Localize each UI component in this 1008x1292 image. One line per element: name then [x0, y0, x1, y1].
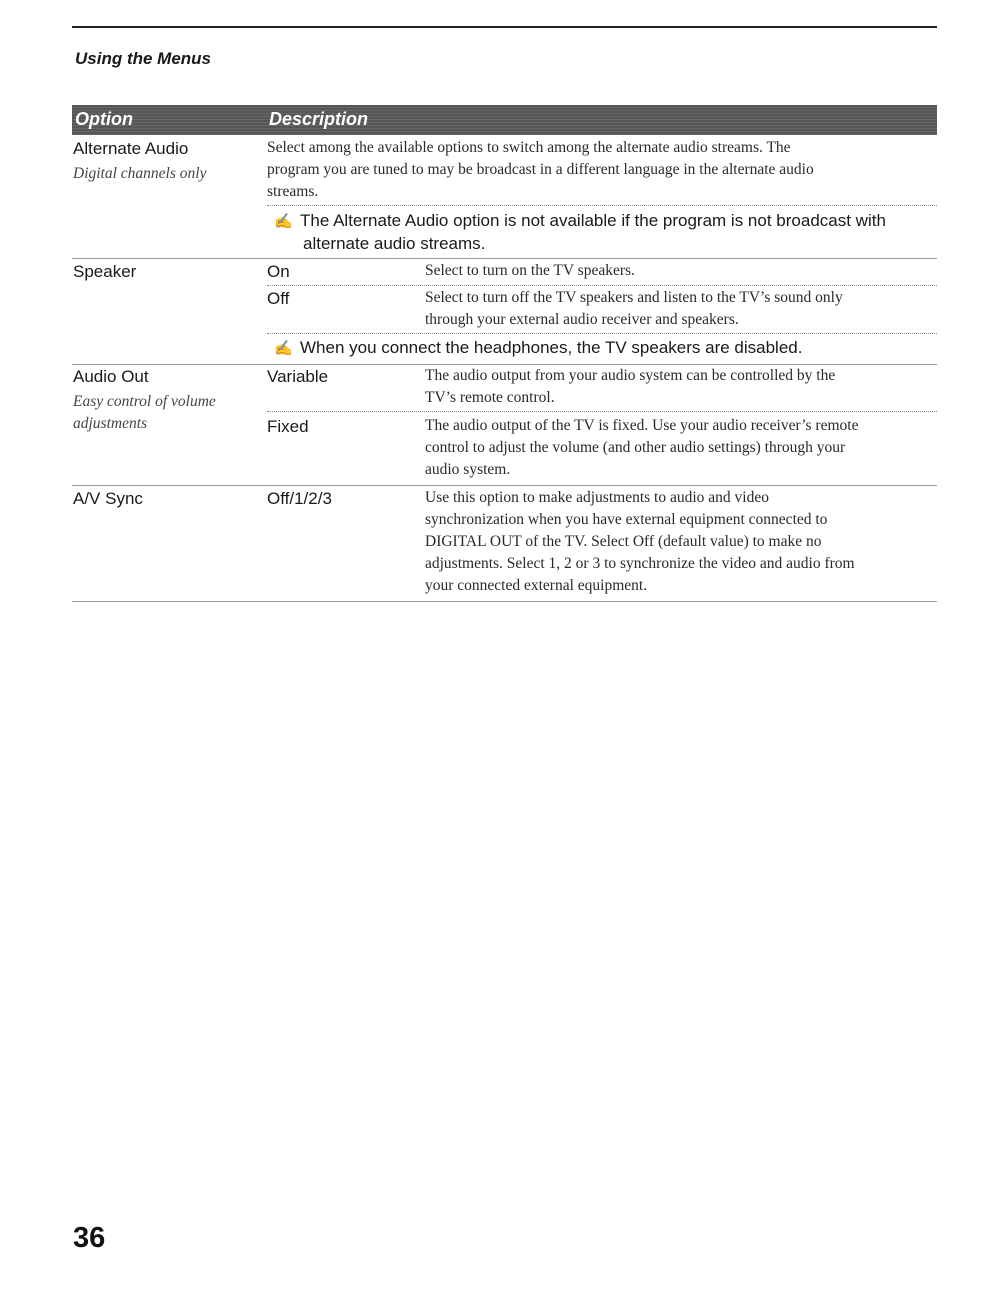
subtitle-line: adjustments [73, 415, 148, 432]
alternate-audio-description [267, 137, 937, 203]
description-line: through your external audio receiver and speakers. [425, 311, 739, 328]
option-audio-out: Audio Out [73, 367, 149, 386]
subtitle-line: Easy control of volume [73, 393, 216, 410]
description-line: Select among the available options to switch among the alternate audio streams. The [267, 139, 791, 156]
audio-out-fixed-description [425, 415, 935, 481]
section-title: Using the Menus [75, 49, 212, 68]
row-divider [267, 411, 937, 412]
header-description: Description [269, 109, 369, 129]
pencil-note-icon: ✍ [274, 340, 293, 357]
description-line: synchronization when you have external equipment connected to [425, 511, 828, 528]
description-line: audio system. [425, 461, 511, 478]
pencil-note-icon: ✍ [274, 213, 293, 230]
audio-out-variable-label: Variable [267, 367, 329, 386]
description-line: your connected external equipment. [425, 577, 648, 594]
row-divider [72, 258, 937, 259]
audio-out-variable-description [425, 365, 935, 409]
option-av-sync: A/V Sync [73, 489, 143, 508]
av-sync-value: Off/1/2/3 [267, 489, 332, 508]
speaker-on-label: On [267, 262, 290, 281]
row-divider [267, 333, 937, 334]
table-bottom-rule [72, 601, 937, 602]
page-number: 36 [73, 1222, 106, 1254]
option-speaker: Speaker [73, 262, 137, 281]
description-line: adjustments. Select 1, 2 or 3 to synchronize the video and audio from [425, 555, 855, 572]
option-alternate-audio-sub: Digital channels only [73, 165, 207, 182]
speaker-note: ✍ When you connect the headphones, the TV speakers are disabled. [274, 337, 802, 360]
option-audio-out-sub [73, 391, 216, 435]
row-divider [267, 285, 937, 286]
description-line: streams. [267, 183, 319, 200]
description-line: The audio output of the TV is fixed. Use your audio receiver’s remote [425, 417, 859, 434]
speaker-off-label: Off [267, 289, 290, 308]
row-divider [72, 485, 937, 486]
header-option: Option [75, 109, 133, 129]
description-line: control to adjust the volume (and other audio settings) through your [425, 439, 846, 456]
speaker-on-description: Select to turn on the TV speakers. [425, 262, 635, 279]
note-line: ✍ The Alternate Audio option is not available if the program is not broadcast with [274, 210, 886, 233]
audio-out-fixed-label: Fixed [267, 417, 309, 436]
description-line: Select to turn off the TV speakers and listen to the TV’s sound only [425, 289, 843, 306]
speaker-off-description [425, 287, 935, 331]
av-sync-description [425, 487, 935, 597]
description-line: TV’s remote control. [425, 389, 555, 406]
description-line: DIGITAL OUT of the TV. Select Off (default value) to make no [425, 533, 822, 550]
alternate-audio-note [274, 210, 886, 255]
description-line: Use this option to make adjustments to audio and video [425, 489, 769, 506]
top-rule [72, 26, 937, 28]
description-line: The audio output from your audio system can be controlled by the [425, 367, 836, 384]
note-line: alternate audio streams. [303, 234, 486, 253]
table-header [72, 105, 937, 135]
option-alternate-audio: Alternate Audio [73, 139, 189, 158]
row-divider [267, 205, 937, 206]
description-line: program you are tuned to may be broadcast in a different language in the alternate audio [267, 161, 814, 178]
